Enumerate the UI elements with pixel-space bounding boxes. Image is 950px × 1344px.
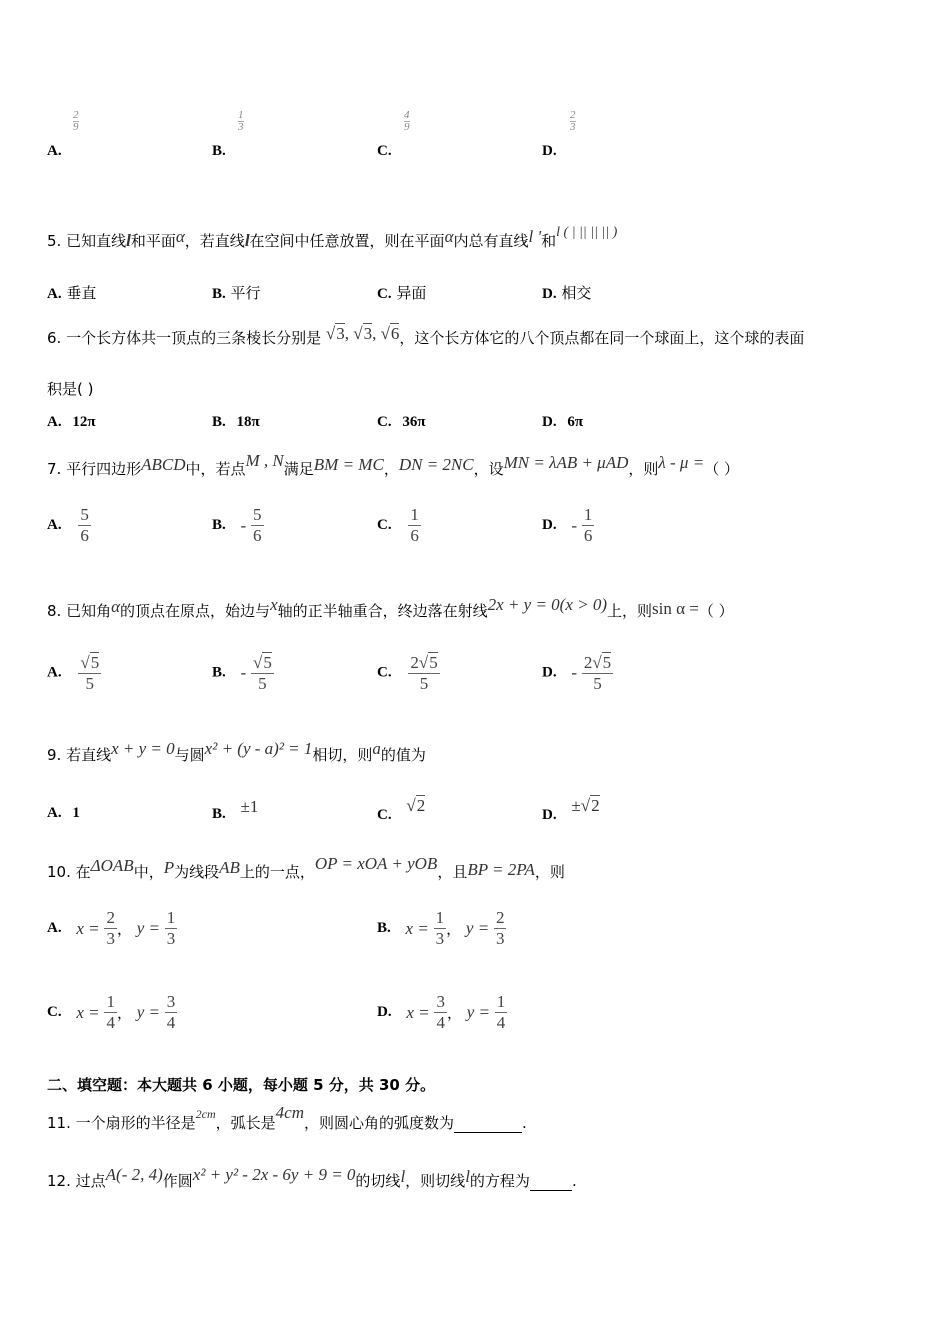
q5-option-c <box>377 282 426 303</box>
numerator: 1 <box>410 505 419 524</box>
q11-stem <box>47 1103 527 1133</box>
option-letter: D. <box>542 807 557 823</box>
text: ，弧长是 <box>215 1114 276 1132</box>
radicand: 3 <box>336 324 345 343</box>
text: 的顶点在原点，始边与 <box>120 602 271 620</box>
q7-option-b <box>212 505 264 546</box>
q5-stem <box>47 225 618 251</box>
text: 作圆 <box>162 1172 193 1190</box>
denominator: 4 <box>436 1013 445 1032</box>
denominator: 3 <box>238 121 244 133</box>
text: ，设 <box>473 460 504 478</box>
q4-option-b <box>212 141 226 160</box>
math: 4cm <box>275 1103 304 1122</box>
fraction <box>434 908 447 949</box>
math: α <box>111 597 121 616</box>
text: 的值为 <box>380 746 426 764</box>
text: 轴的正半轴重合，终边落在射线 <box>277 602 488 620</box>
text: 和平面 <box>130 232 176 250</box>
q4-option-a-fraction <box>73 110 79 133</box>
question-number: 9. <box>47 746 62 764</box>
math: P <box>163 858 175 877</box>
math: x <box>270 595 278 614</box>
option-letter: C. <box>377 807 392 823</box>
math: x² + (y - a)² = 1 <box>204 739 313 758</box>
text: 上的一点， <box>239 863 315 881</box>
radicand: 6 <box>390 324 400 343</box>
option-text: 12π <box>72 414 96 430</box>
denominator: 4 <box>496 1013 506 1032</box>
option-math: √2 <box>406 796 426 815</box>
numerator: 1 <box>106 992 115 1011</box>
q8-option-d <box>542 652 613 694</box>
option-text: 1 <box>72 805 80 821</box>
denominator: 6 <box>410 526 419 545</box>
sign: - <box>571 515 578 535</box>
math: l <box>244 231 250 250</box>
option-text: 36π <box>402 414 426 430</box>
q10-option-b <box>377 908 506 949</box>
q10-option-a <box>47 908 177 949</box>
numerator: √5 <box>253 653 272 672</box>
q5-option-d <box>542 282 591 303</box>
option-letter: C. <box>377 143 392 159</box>
math: α <box>175 227 185 246</box>
math: sin α = <box>652 599 699 618</box>
numerator: 5 <box>80 505 89 524</box>
option-letter: B. <box>212 414 226 430</box>
answer-blank[interactable] <box>530 1172 572 1191</box>
fraction <box>165 908 178 949</box>
math: a <box>372 739 381 758</box>
coefficient: 2 <box>410 653 419 672</box>
denominator: 5 <box>258 674 267 693</box>
answer-blank[interactable] <box>454 1114 522 1133</box>
q8-option-b <box>212 652 274 694</box>
fraction <box>104 992 117 1033</box>
text: 与圆 <box>174 746 205 764</box>
x-equals: x = <box>406 1002 430 1022</box>
option-text: 6π <box>567 414 584 430</box>
text: 的方程为 <box>469 1172 530 1190</box>
section-heading: 二、填空题：本大题共 6 小题，每小题 5 分，共 30 分。 <box>47 1076 436 1094</box>
fraction <box>494 908 507 949</box>
text: 中， <box>133 863 164 881</box>
math: ABCD <box>141 455 186 474</box>
option-text: 异面 <box>396 284 427 302</box>
text: ，且 <box>437 863 468 881</box>
q10-stem <box>47 854 565 882</box>
q6-stem <box>47 324 805 348</box>
denominator: 4 <box>166 1013 176 1032</box>
option-letter: B. <box>212 664 226 681</box>
text: 为线段 <box>174 863 220 881</box>
math: l <box>400 1167 406 1186</box>
option-letter: B. <box>212 143 226 159</box>
fraction <box>78 505 91 546</box>
question-number: 11. <box>47 1114 71 1132</box>
option-letter: A. <box>47 517 62 533</box>
option-letter: D. <box>377 1004 392 1020</box>
option-letter: B. <box>212 806 226 822</box>
comma: ， <box>116 1004 132 1022</box>
q8-option-c <box>377 652 440 694</box>
denominator: 6 <box>253 526 262 545</box>
text: （ ） <box>698 602 734 620</box>
q4-option-d-fraction <box>570 110 576 133</box>
denominator: 3 <box>166 929 176 948</box>
text: 平行四边形 <box>66 460 142 478</box>
option-letter: D. <box>542 143 557 159</box>
option-letter: B. <box>212 517 226 533</box>
numerator: 2√5 <box>410 653 438 672</box>
numerator: 2 <box>73 109 79 121</box>
fraction <box>251 505 264 546</box>
q7-option-c <box>377 505 421 546</box>
q5-option-b <box>212 282 261 303</box>
q4-option-c <box>377 141 392 160</box>
denominator: 5 <box>85 674 95 693</box>
q4-option-b-fraction <box>238 110 244 133</box>
math: BM = MC <box>313 455 384 474</box>
math: α <box>444 227 454 246</box>
math: ΔOAB <box>90 856 134 875</box>
q7-option-d <box>542 505 594 546</box>
text: 过点 <box>75 1172 106 1190</box>
numerator: 2 <box>106 908 115 927</box>
fraction <box>495 992 508 1033</box>
y-equals: y = <box>466 1002 491 1022</box>
text: 若直线 <box>66 746 112 764</box>
q7-option-a <box>47 505 91 546</box>
option-letter: A. <box>47 664 62 681</box>
q10-option-c <box>47 992 177 1033</box>
numerator: 2√5 <box>583 653 612 672</box>
fraction <box>251 652 274 694</box>
numerator: 1 <box>238 109 244 121</box>
text: 内总有直线 <box>453 232 529 250</box>
denominator: 3 <box>435 929 445 948</box>
radicand: 2 <box>591 796 600 815</box>
math: M , N <box>245 451 284 470</box>
y-equals: y = <box>136 1002 161 1022</box>
q6-option-b <box>212 412 260 431</box>
denominator: 6 <box>80 526 89 545</box>
q9-option-c <box>377 796 426 824</box>
text: 一个长方体共一顶点的三条棱长分别是 <box>66 329 322 347</box>
numerator: 3 <box>436 992 445 1011</box>
option-letter: A. <box>47 414 62 430</box>
question-number: 6. <box>47 329 62 347</box>
q4-option-d <box>542 141 557 160</box>
math-radicals: √3, √3, √6 <box>325 324 400 343</box>
text: 和 <box>541 232 557 250</box>
option-text: 相交 <box>561 284 592 302</box>
denominator: 3 <box>495 929 505 948</box>
q12-stem <box>47 1165 577 1191</box>
q9-option-b <box>212 797 259 823</box>
y-equals: y = <box>136 918 161 938</box>
text: ， <box>383 460 399 478</box>
text: 的切线 <box>355 1172 401 1190</box>
text: （ ） <box>704 460 739 478</box>
math: l ' <box>528 227 542 246</box>
text: ，则切线 <box>405 1172 466 1190</box>
denominator: 4 <box>106 1013 115 1032</box>
text: 中，若点 <box>185 460 246 478</box>
q5-option-a <box>47 282 96 303</box>
option-text: 垂直 <box>66 284 97 302</box>
text: 一个扇形的半径是 <box>75 1114 196 1132</box>
sign: - <box>571 663 578 682</box>
text: 已知直线 <box>66 232 127 250</box>
numerator: 1 <box>496 992 506 1011</box>
math: x² + y² - 2x - 6y + 9 = 0 <box>192 1165 356 1184</box>
text: ，则 <box>534 863 565 881</box>
option-letter: A. <box>47 805 62 821</box>
fraction <box>434 992 447 1033</box>
q10-option-d <box>377 992 507 1033</box>
coefficient: 2 <box>583 653 593 672</box>
option-math: ±√2 <box>571 796 600 815</box>
denominator: 9 <box>73 121 79 133</box>
numerator: 5 <box>253 505 262 524</box>
numerator: 3 <box>166 992 176 1011</box>
numerator: √5 <box>80 653 100 672</box>
option-letter: B. <box>377 920 391 936</box>
q6-stem-line2: 积是( ) <box>47 380 94 398</box>
q9-option-a <box>47 803 80 822</box>
math: DN = 2NC <box>398 455 474 474</box>
math: l <box>465 1167 470 1186</box>
radicand: 5 <box>429 653 438 672</box>
question-number: 7. <box>47 460 62 478</box>
q9-stem <box>47 739 426 765</box>
prefix: ± <box>571 796 581 815</box>
q6-option-a <box>47 412 96 431</box>
y-equals: y = <box>465 918 490 938</box>
radicand: 5 <box>602 653 612 672</box>
radicand: 2 <box>416 796 426 815</box>
math: l <box>126 231 131 250</box>
option-letter: C. <box>377 664 392 681</box>
option-letter: A. <box>47 143 62 159</box>
radicand: 5 <box>90 653 100 672</box>
comma: ， <box>446 920 462 938</box>
text: 在 <box>75 863 91 881</box>
text: 在空间中任意放置，则在平面 <box>249 232 445 250</box>
math: A(- 2, 4) <box>105 1165 163 1184</box>
q4-option-c-fraction <box>404 110 410 133</box>
text: ，则圆心角的弧度数为 <box>304 1114 455 1132</box>
radicand: 3 <box>363 324 373 343</box>
q7-stem <box>47 451 739 479</box>
fraction <box>582 505 595 546</box>
math: λ - μ = <box>658 453 705 472</box>
option-letter: C. <box>377 286 392 302</box>
numerator: 4 <box>404 109 410 121</box>
question-number: 10. <box>47 863 71 881</box>
question-number: 12. <box>47 1172 71 1190</box>
numerator: 1 <box>166 908 176 927</box>
option-letter: C. <box>377 517 392 533</box>
option-letter: C. <box>47 1004 62 1020</box>
math: AB <box>219 858 240 877</box>
fraction <box>582 652 613 694</box>
math: 2cm <box>195 1107 216 1121</box>
numerator: 1 <box>435 908 445 927</box>
x-equals: x = <box>76 918 100 938</box>
math: MN = λAB + μAD <box>503 453 629 472</box>
x-equals: x = <box>76 1002 100 1022</box>
option-letter: A. <box>47 286 62 302</box>
math: l ( | || || || ) <box>556 225 618 240</box>
x-equals: x = <box>405 918 429 938</box>
q9-option-d <box>542 796 600 824</box>
fraction <box>104 908 117 949</box>
option-text: 18π <box>236 414 260 430</box>
fraction <box>408 652 439 694</box>
sign: - <box>240 663 247 682</box>
option-letter: D. <box>542 414 557 430</box>
fraction <box>165 992 178 1033</box>
text: ，这个长方体它的八个顶点都在同一个球面上，这个球的表面 <box>399 329 805 347</box>
fraction <box>408 505 421 546</box>
text: . <box>571 1172 577 1190</box>
math: x + y = 0 <box>111 739 175 758</box>
denominator: 6 <box>583 526 593 545</box>
sign: - <box>240 515 247 535</box>
q4-option-a <box>47 141 62 160</box>
q6-option-c <box>377 412 426 431</box>
numerator: 2 <box>570 109 576 121</box>
math: OP = xOA + yOB <box>314 854 438 873</box>
denominator: 3 <box>570 121 576 133</box>
q8-stem <box>47 595 734 621</box>
text: 相切，则 <box>312 746 373 764</box>
denominator: 5 <box>593 674 602 693</box>
q6-option-d <box>542 412 583 431</box>
q8-option-a <box>47 652 101 694</box>
comma: ， <box>116 920 132 938</box>
denominator: 3 <box>106 929 115 948</box>
text: 上，则 <box>607 602 653 620</box>
comma: ， <box>446 1004 462 1022</box>
option-letter: B. <box>212 286 226 302</box>
option-letter: C. <box>377 414 392 430</box>
numerator: 1 <box>583 505 593 524</box>
denominator: 9 <box>404 121 410 133</box>
option-letter: D. <box>542 664 557 681</box>
option-text: 平行 <box>230 284 261 302</box>
fraction <box>78 652 101 694</box>
radicand: 5 <box>263 653 272 672</box>
text: 满足 <box>283 460 314 478</box>
numerator: 2 <box>495 908 505 927</box>
option-letter: A. <box>47 920 62 936</box>
text: . <box>522 1114 527 1132</box>
question-number: 8. <box>47 602 62 620</box>
text: ，则 <box>628 460 659 478</box>
text: ，若直线 <box>184 232 245 250</box>
math: BP = 2PA <box>467 860 535 879</box>
option-letter: D. <box>542 517 557 533</box>
denominator: 5 <box>419 674 429 693</box>
option-text: ±1 <box>240 797 259 816</box>
option-letter: D. <box>542 286 557 302</box>
question-number: 5. <box>47 232 62 250</box>
math: 2x + y = 0(x > 0) <box>487 595 607 614</box>
text: 已知角 <box>66 602 112 620</box>
